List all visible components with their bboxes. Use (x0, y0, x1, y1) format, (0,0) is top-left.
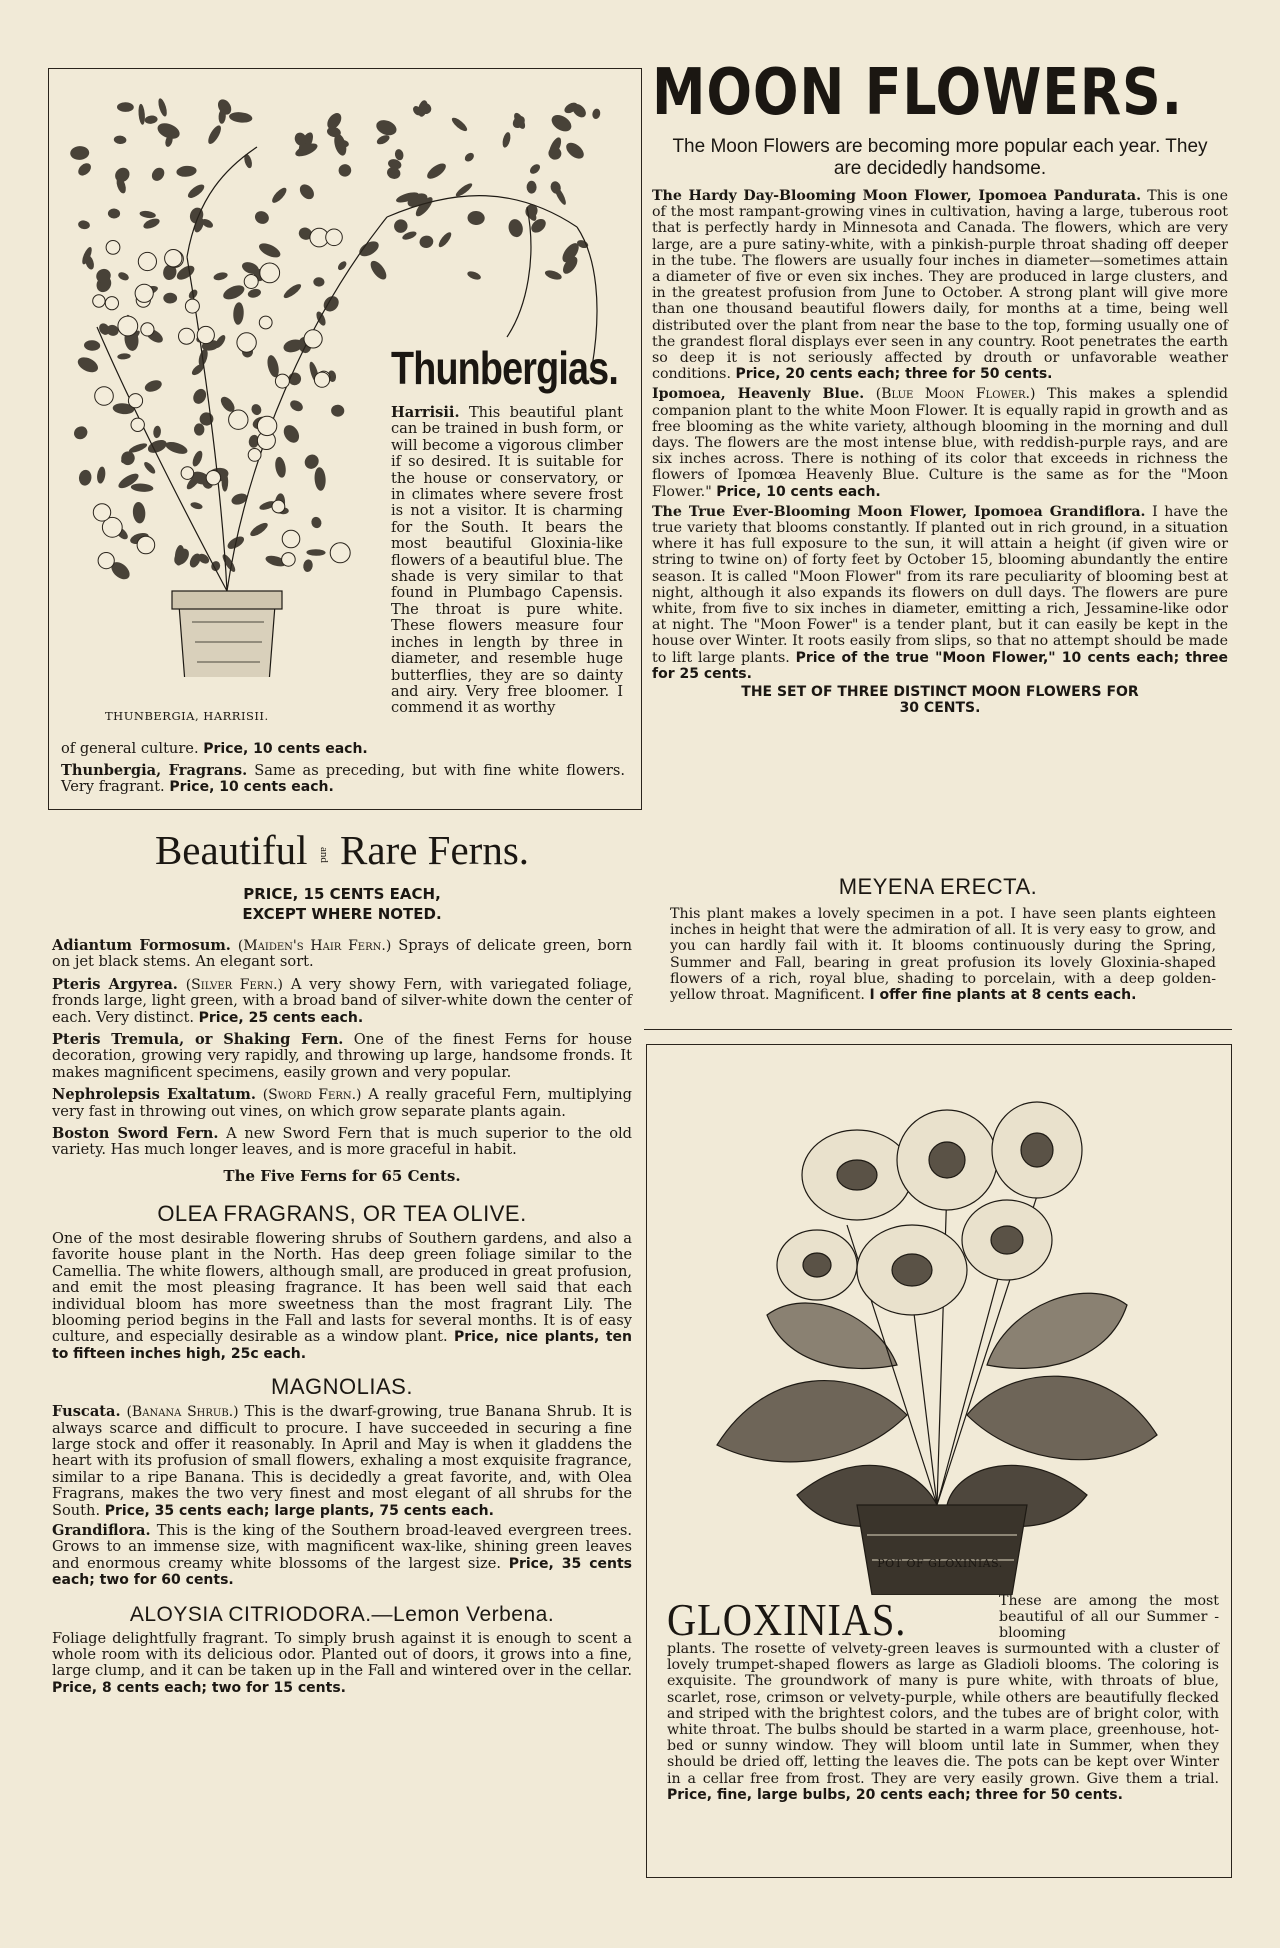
moon-blue-price: Price, 10 cents each. (716, 483, 881, 500)
thunbergia-leaf (108, 208, 121, 218)
thunbergia-leaf (142, 460, 157, 475)
meyena-paragraph (670, 906, 1216, 1003)
moon-set-line (652, 684, 1228, 716)
thunbergia-leaf (270, 186, 289, 205)
moon-set-line2: 30 CENTS. (899, 700, 981, 717)
thunbergia-leaf (466, 270, 482, 282)
thunbergia-leaf (117, 353, 131, 360)
fern-text: A really graceful Fern, multiplying very fast in throwing out vines, on which grow separate plants again. (52, 1086, 632, 1120)
aloysia-title: ALOYSIA CITRIODORA.—Lemon Verbena. (129, 1602, 555, 1626)
harrisii-name: Harrisii. (391, 404, 460, 421)
fragrans-name: Thunbergia, Fragrans. (61, 762, 248, 779)
thunbergia-leaf (230, 492, 249, 507)
thunbergia-bloom (181, 467, 194, 480)
moon-ever-text: I have the true variety that blooms constantly. If planted out in rich ground, in a situation where it has full exposure to the sun, it will attain a height (if given wire or string to twine on) of forty feet by October 15, blooming abundantly the entire season. It is called "Moon Flower" from its rare peculiarity of blooming best at night, although it also expands its flowers on dull days. The flowers are pure white, from five to six inches in diameter, emitting a rich, Jessamine-like odor at night. The "Moon Fower" is a tender plant, but it can easily be kept in the house over Winter. It roots easily from slips, so that no attempt should be made to lift large plants. (652, 503, 1229, 666)
fuscata-paragraph (52, 1404, 632, 1519)
thunbergia-bloom (135, 284, 153, 302)
thunbergia-leaf (437, 230, 454, 249)
ferns-title (52, 826, 632, 874)
thunbergia-bloom (272, 500, 285, 513)
thunbergia-bloom (165, 250, 182, 267)
gloxinias-price: Price, fine, large bulbs, 20 cents each; three for 50 cents. (667, 1786, 1123, 1803)
thunbergia-leaf (191, 387, 209, 406)
thunbergia-leaf (112, 165, 132, 185)
fern-common: (Sword Fern.) (262, 1087, 362, 1104)
meyena-price: I offer fine plants at 8 cents each. (869, 987, 1137, 1004)
fern-item (52, 1087, 632, 1120)
thunbergia-leaf (544, 269, 563, 282)
moon-set-line1: THE SET OF THREE DISTINCT MOON FLOWERS FOR (741, 684, 1139, 701)
gloxinias-paragraph (667, 1641, 1219, 1803)
thunbergia-leaf (463, 151, 476, 163)
thunbergia-leaf (149, 165, 167, 183)
thunbergia-bloom (206, 471, 220, 485)
thunbergia-leaf (76, 161, 93, 178)
fern-common: (Silver Fern.) (185, 976, 284, 993)
thunbergia-bloom (229, 410, 248, 429)
magnolias-title: MAGNOLIAS. (271, 1374, 413, 1400)
thunbergia-leaf (176, 165, 197, 178)
fern-name: Nephrolepsis Exaltatum. (52, 1086, 256, 1104)
thunbergia-leaf (282, 282, 303, 301)
moon-blue-common: (Blue Moon Flower.) (875, 386, 1036, 403)
thunbergia-leaf (425, 161, 449, 182)
harrisii-price: Price, 10 cents each. (203, 741, 368, 757)
thunbergia-leaf (368, 258, 390, 282)
thunbergia-bloom (95, 387, 114, 406)
grandiflora-text: This is the king of the Southern broad-leaved evergreen trees. Grows to an immense size, with magnificent wax-like, shining green leaves and enormous creamy white blossoms of the largest size. (52, 1521, 633, 1572)
thunbergia-leaf (253, 209, 271, 226)
ferns-section (52, 826, 632, 1696)
thunbergia-leaf (331, 404, 345, 417)
thunbergia-bloom (179, 328, 195, 344)
moon-title: MOON FLOWERS. (652, 56, 1183, 130)
thunbergia-bloom (314, 372, 329, 387)
grandiflora-price: Price, 35 cents each; two for 60 cents. (52, 1555, 632, 1589)
fern-item (52, 977, 632, 1026)
thunbergia-leaf (563, 140, 586, 162)
fern-price: Price, 25 cents each. (198, 1009, 364, 1026)
thunbergia-leaf (336, 260, 348, 272)
meyena-title: MEYENA ERECTA. (838, 874, 1038, 899)
thunbergia-leaf (391, 217, 410, 236)
thunbergia-leaf (206, 124, 224, 146)
gloxinia-illustration (707, 1065, 1167, 1595)
thunbergia-leaf (250, 403, 263, 417)
ferns-price-line2: EXCEPT WHERE NOTED. (242, 905, 442, 923)
thunbergia-leaf (187, 288, 199, 300)
ferns-title-and: and (317, 846, 330, 863)
thunbergia-leaf (144, 115, 158, 125)
thunbergia-bloom (282, 530, 300, 548)
moon-hardy-name: The Hardy Day-Blooming Moon Flower, Ipomoea Pandurata. (652, 188, 1142, 204)
gloxinias-intro: These are among the most beautiful of all our Summer - blooming (999, 1593, 1219, 1642)
thunbergia-leaf (526, 181, 536, 194)
gloxinias-box (646, 1044, 1232, 1878)
olea-price: Price, nice plants, ten to fifteen inches high, 25c each. (52, 1329, 632, 1362)
fuscata-common: (Banana Shrub.) (126, 1404, 239, 1421)
thunbergia-leaf (190, 501, 204, 510)
thunbergia-bloom (237, 333, 256, 352)
olea-paragraph (52, 1231, 632, 1362)
thunbergia-leaf (75, 354, 100, 375)
thunbergia-bloom (118, 316, 138, 336)
aloysia-paragraph (52, 1631, 632, 1697)
thunbergia-leaf (247, 288, 262, 299)
aloysia-text: Foliage delightfully fragrant. To simply brush against it is enough to scent a whole room with its delicious odor. Planted out of doors, it grows into a fine, large clump, and it can be taken up in the Fall and wintered over in the cellar. (52, 1629, 632, 1680)
thunbergia-caption: THUNBERGIA, HARRISII. (105, 709, 269, 723)
gloxinias-text: plants. The rosette of velvety-green leaves is surmounted with a cluster of lovely trumpet-shaped flowers as large as Gladioli blooms. The coloring is exquisite. The groundwork of many is pure white, with throats of blue, scarlet, rose, crimson or velvety-purple, while others are beautifully flecked and striped with the brightest colors, and the tubes are of bright color, with white throat. The bulbs should be started in a warm place, greenhouse, hot-bed or sunny window. They will bloom until late in Summer, when they should be dried off, letting the leaves die. The pots can be kept over Winter in a cellar free from frost. They are very easily grown. Give them a trial. (667, 1641, 1219, 1787)
thunbergia-leaf (157, 97, 169, 117)
thunbergia-bloom (141, 323, 154, 336)
moon-section (652, 56, 1228, 716)
moon-blue-text: This makes a splendid companion plant to the white Moon Flower. It is equally rapid in growth and as free blooming as the white variety, although blooming in the morning and dull days. The flowers are the most intense blue, with reddish-purple rays, and are six inches across. There is nothing of its color that exceeds in richness the flowers of Ipomœa Heavenly Blue. Culture is the same as for the "Moon Flower." (652, 386, 1228, 500)
ferns-price-line1: PRICE, 15 CENTS EACH, (243, 885, 441, 903)
thunbergia-leaf (337, 163, 352, 178)
olea-text: One of the most desirable flowering shrubs of Southern gardens, and also a favorite house plant in the North. Has deep green foliage similar to the Camellia. The white flowers, although small, are produced in great profusion, and emit the most pleasing fragrance. It has been well said that each individual bloom has more sweetness than the most fragrant Lily. The blooming period begins in the Fall and lasts for several months. It is of easy culture, and especially desirable as a window plant. (52, 1229, 632, 1346)
thunbergia-leaf (72, 424, 90, 442)
thunbergia-leaf (113, 135, 126, 144)
thunbergia-leaf (132, 502, 146, 524)
fern-text: A very showy Fern, with variegated foliage, fronds large, light green, with a broad band of silver-white down the center of each. Very distinct. (52, 975, 632, 1026)
thunbergia-bloom (131, 418, 144, 431)
thunbergia-bloom (106, 241, 120, 255)
thunbergia-leaf (164, 440, 189, 457)
olea-title: OLEA FRAGRANS, OR TEA OLIVE. (157, 1200, 527, 1226)
fuscata-text: This is the dwarf-growing, true Banana Shrub. It is always scarce and difficult to procure. I have succeeded in securing a fine large stock and offer it reasonably. In April and May is when it gladdens the heart with its profusion of small flowers, exhaling a most exquisite fragrance, similar to a ripe Banana. This is decidedly a great favorite, and, with Olea Fragrans, makes the two very finest and most elegant of all shrubs for the South. (52, 1403, 633, 1519)
thunbergia-leaf (213, 271, 229, 281)
thunbergia-leaf (302, 559, 313, 573)
thunbergias-box (48, 68, 642, 810)
thunbergia-bloom (282, 553, 296, 567)
moon-blue-paragraph (652, 386, 1228, 499)
fragrans-text: Same as preceding, but with fine white flowers. Very fragrant. (61, 762, 625, 796)
thunbergia-bloom (260, 263, 280, 283)
fern-text: A new Sword Fern that is much superior to the old variety. Has much longer leaves, and is more graceful in habit. (52, 1125, 632, 1159)
thunbergia-leaf (194, 423, 205, 436)
thunbergia-bloom (197, 326, 214, 343)
thunbergia-bloom (138, 252, 156, 270)
thunbergia-leaf (117, 271, 130, 282)
thunbergia-leaf (191, 449, 205, 468)
fern-item (52, 938, 632, 971)
fragrans-price: Price, 10 cents each. (169, 779, 334, 796)
harrisii-end (61, 741, 625, 757)
thunbergia-bloom (98, 553, 114, 569)
thunbergia-leaf (450, 116, 469, 134)
thunbergia-bloom (185, 299, 199, 313)
thunbergia-leaf (197, 348, 209, 367)
fern-name: Boston Sword Fern. (52, 1125, 219, 1143)
harrisii-end-text: of general culture. (61, 740, 199, 757)
thunbergia-leaf (281, 422, 303, 445)
moon-hardy-price: Price, 20 cents each; three for 50 cents. (735, 366, 1053, 383)
thunbergia-bloom (304, 330, 322, 348)
moon-ever-price: Price of the true "Moon Flower," 10 cents each; three for 25 cents. (652, 649, 1228, 682)
fern-name: Pteris Tremula, or Shaking Fern. (52, 1031, 344, 1049)
thunbergia-bloom (248, 449, 261, 462)
thunbergia-leaf (306, 549, 325, 556)
moon-hardy-text: This is one of the most rampant-growing vines in cultivation, having a large, tuberous root that is perfectly hardy in Minnesota and Canada. The flowers, which are very large, are a pure satiny-white, with a pinkish-purple throat shading off deeper in the tube. The flowers are usually four inches in diameter—sometimes attain a diameter of five or even six inches. They are produced in large clusters, and in the greatest profusion from June to October. A strong plant will give more than one thousand beautiful flowers daily, for months at a time, being well distributed over the plant from near the base to the top, forming usually one of the grandest floral displays ever seen in any country. Root penetrates the earth so deep it is not seriously affected by drouth or unfavorable weather conditions. (652, 188, 1228, 383)
moon-blue-name: Ipomoea, Heavenly Blue. (652, 386, 865, 403)
fern-text: Sprays of delicate green, born on jet black stems. An elegant sort. (52, 937, 632, 971)
thunbergia-leaf (313, 277, 325, 287)
aloysia-price: Price, 8 cents each; two for 15 cents. (52, 1679, 346, 1696)
thunbergia-leaf (220, 553, 237, 574)
thunbergia-leaf (288, 398, 305, 413)
ferns-title-right: Rare Ferns. (340, 827, 530, 873)
moon-hardy-paragraph (652, 188, 1228, 382)
thunbergia-leaf (257, 240, 283, 260)
thunbergia-leaf (374, 117, 399, 138)
fern-item (52, 1126, 632, 1159)
fuscata-name: Fuscata. (52, 1403, 121, 1421)
thunbergia-leaf (143, 378, 163, 394)
fuscata-price: Price, 35 cents each; large plants, 75 cents each. (104, 1502, 494, 1519)
fern-name: Adiantum Formosum. (52, 937, 231, 954)
fern-name: Pteris Argyrea. (52, 975, 178, 993)
harrisii-paragraph (391, 405, 623, 717)
moon-intro: The Moon Flowers are becoming more popular each year. They are decidedly handsome. (672, 136, 1208, 179)
thunbergia-leaf (139, 210, 156, 219)
ferns-title-left: Beautiful (154, 827, 308, 873)
thunbergia-bloom (330, 543, 350, 563)
thunbergia-leaf (77, 220, 90, 231)
thunbergia-leaf (233, 302, 245, 325)
grandiflora-paragraph (52, 1523, 632, 1589)
gloxinias-title: GLOXINIAS. (667, 1594, 907, 1645)
fragrans-paragraph (61, 763, 625, 796)
meyena-box (644, 858, 1232, 1030)
grandiflora-name: Grandiflora. (52, 1521, 151, 1539)
thunbergia-leaf (221, 283, 246, 303)
thunbergia-leaf (117, 102, 134, 112)
ferns-price-note (52, 884, 632, 924)
gloxinia-caption: POT OF GLOXINIAS. (877, 1557, 1003, 1570)
thunbergia-leaf (467, 211, 485, 226)
thunbergia-leaf (310, 516, 323, 530)
moon-ever-name: The True Ever-Blooming Moon Flower, Ipomoea Grandiflora. (652, 503, 1146, 520)
thunbergia-bloom (128, 394, 142, 408)
thunbergia-leaf (226, 534, 247, 551)
thunbergia-bloom (259, 316, 272, 329)
thunbergia-bloom (326, 229, 343, 246)
thunbergia-leaf (78, 469, 92, 486)
thunbergia-leaf (394, 148, 405, 161)
thunbergia-leaf (528, 162, 542, 175)
fern-text: One of the finest Ferns for house decoration, growing very rapidly, and throwing up large, handsome fronds. It makes magnificent specimens, easily grown and very popular. (52, 1031, 633, 1081)
thunbergia-leaf (153, 425, 162, 438)
thunbergia-leaf (142, 217, 161, 231)
thunbergia-leaf (248, 520, 269, 538)
moon-ever-paragraph (652, 504, 1228, 682)
fern-list (52, 938, 632, 1159)
thunbergia-bloom (137, 536, 155, 554)
thunbergia-leaf (163, 293, 177, 304)
thunbergia-leaf (70, 146, 90, 161)
harrisii-text: This beautiful plant can be trained in bush form, or will become a vigorous climber if so desired. It is suitable for the house or conservatory, or in climates where severe frost is not a visitor. It is charming for the South. It bears the most beautiful Gloxinia-like flowers of a beautiful blue. The shade is very similar to that found in Plumbago Capensis. The throat is pure white. These flowers measure four inches in length by three in diameter, and resemble huge butterflies, they are so dainty and airy. Very free bloomer. I commend it as worthy (391, 404, 624, 717)
thunbergia-leaf (84, 340, 101, 351)
thunbergia-leaf (314, 467, 327, 491)
thunbergia-bloom (93, 504, 110, 521)
thunbergia-leaf (186, 182, 207, 200)
thunbergia-bloom (93, 295, 105, 307)
thunbergia-leaf (96, 466, 106, 484)
thunbergia-leaf (274, 456, 287, 478)
thunbergia-leaf (419, 234, 435, 249)
thunbergia-leaf (131, 483, 154, 493)
thunbergia-bloom (257, 416, 276, 435)
thunbergia-leaf (591, 108, 601, 120)
fern-item (52, 1032, 632, 1081)
thunbergia-bloom (244, 275, 258, 289)
thunbergia-leaf (229, 111, 253, 124)
thunbergia-leaf (138, 104, 146, 125)
thunbergia-leaf (297, 182, 317, 202)
thunbergia-leaf (507, 218, 525, 239)
thunbergia-leaf (501, 131, 512, 148)
fern-common: (Maiden's Hair Fern.) (237, 938, 392, 954)
thunbergia-leaf (549, 112, 575, 135)
thunbergia-bloom (105, 297, 118, 310)
thunbergias-title: Thunbergias. (391, 342, 618, 394)
thunbergia-bloom (275, 374, 289, 388)
meyena-text: This plant makes a lovely specimen in a pot. I have seen plants eighteen inches in height that were the admiration of all. It is very easy to grow, and you can hardly fail with it. It blooms continuously during the Spring, Summer and Fall, bearing in great profusion its lovely Gloxinia-shaped flowers of a rich, royal blue, shading to porcelain, with a deep golden-yellow throat. Magnificent. (670, 906, 1216, 1004)
ferns-set-line: The Five Ferns for 65 Cents. (223, 1166, 461, 1185)
